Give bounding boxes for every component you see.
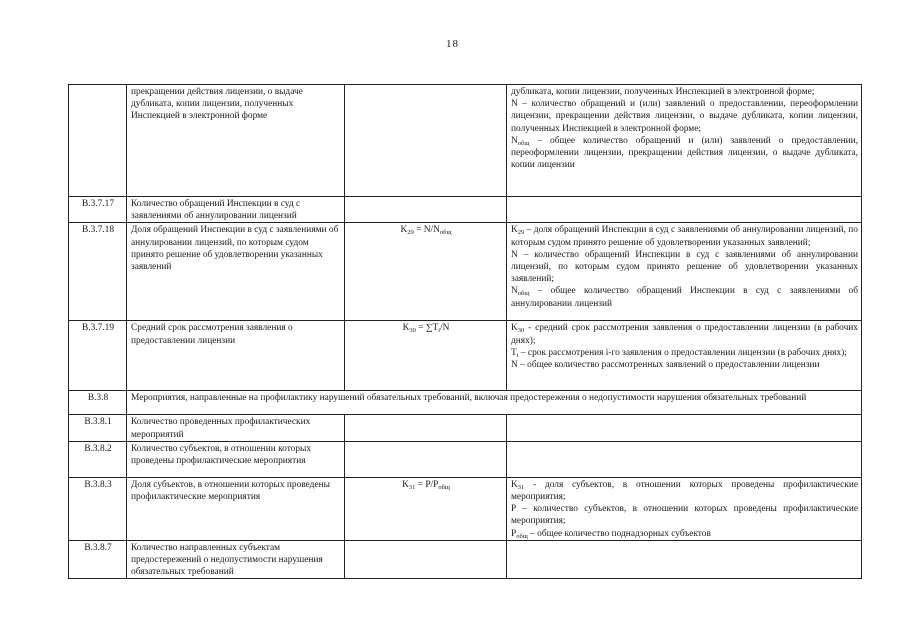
formula-subscript: 30	[409, 327, 416, 335]
term-subscript: 30	[517, 327, 525, 335]
formula-symbol: K	[400, 225, 408, 236]
formula-expression: = P/P	[415, 479, 439, 490]
indicator-code: В.3.8.1	[69, 415, 127, 441]
indicator-formula	[345, 321, 507, 391]
indicator-formula	[345, 85, 507, 197]
indicator-description	[507, 441, 862, 477]
indicator-code	[69, 85, 127, 197]
indicator-code: В.3.7.17	[69, 197, 127, 223]
term-symbol: K	[511, 225, 518, 236]
description-line: P – количество субъектов, в отношении которых проведены профилактические мероприятия;	[511, 504, 858, 527]
indicator-code: В.3.8.3	[69, 477, 127, 540]
term-definition: – общее количество обращений Инспекции в суд с заявлениями об аннулировании лицензий	[511, 286, 858, 309]
indicator-description	[507, 223, 862, 321]
indicator-name: Количество обращений Инспекции в суд с заявлениями об аннулировании лицензий	[127, 197, 345, 223]
indicator-code: В.3.7.19	[69, 321, 127, 391]
indicator-name: Количество проведенных профилактических мероприятий	[127, 415, 345, 441]
description-line: N – количество обращений и (или) заявлений о предоставлении, переоформлении лицензии, прекращении действия лицензии, о выдаче дубликата, копии лицензии, полученных Инспекцией в электронной форме;	[511, 99, 858, 134]
term-symbol: P	[511, 528, 517, 539]
formula-subscript: общ	[439, 229, 452, 237]
page-number: 18	[446, 38, 459, 50]
term-definition: - средний срок рассмотрения заявления о предоставлении лицензии (в рабочих днях);	[511, 323, 858, 346]
term-symbol: K	[511, 479, 518, 490]
indicator-description	[507, 85, 862, 197]
table-row	[69, 197, 862, 223]
indicator-formula	[345, 540, 507, 579]
indicator-description	[507, 415, 862, 441]
description-line	[511, 285, 858, 309]
indicator-name: Доля обращений Инспекции в суд с заявлениями об аннулировании лицензий, по которым судом принято решение об удовлетворении указанных заявлений	[127, 223, 345, 321]
description-line	[511, 322, 858, 346]
formula-symbol: K	[402, 479, 409, 490]
term-subscript: общ	[516, 532, 528, 540]
indicator-formula	[345, 441, 507, 477]
indicator-code: В.3.8.7	[69, 540, 127, 579]
indicator-name: прекращении действия лицензии, о выдаче дубликата, копии лицензии, полученных Инспекцией в электронной форме	[127, 85, 345, 197]
formula-expression: = N/N	[413, 225, 440, 236]
term-subscript: i	[516, 351, 519, 359]
indicator-name: Доля субъектов, в отношении которых проведены профилактические мероприятия	[127, 477, 345, 540]
term-symbol: N	[511, 286, 518, 297]
description-line	[511, 224, 858, 248]
indicator-name: Количество субъектов, в отношении которых проведены профилактические мероприятия	[127, 441, 345, 477]
indicator-code: В.3.8.2	[69, 441, 127, 477]
indicator-description	[507, 197, 862, 223]
indicator-name: Средний срок рассмотрения заявления о предоставлении лицензии	[127, 321, 345, 391]
table-row	[69, 477, 862, 540]
term-subscript: 31	[517, 483, 525, 491]
term-subscript: общ	[517, 139, 530, 147]
section-title: Мероприятия, направленные на профилактику нарушений обязательных требований, включая предостережения о недопустимости нарушения обязательных требований	[127, 391, 862, 415]
table-row	[69, 85, 862, 197]
formula-subscript: i	[438, 327, 441, 335]
table-row	[69, 223, 862, 321]
indicator-formula	[345, 415, 507, 441]
term-definition: – общее количество обращений и (или) заявлений о предоставлении, переоформлении лицензии, прекращении действия лицензии, о выдаче дубликата, копии лицензии	[511, 135, 858, 171]
indicator-formula	[345, 223, 507, 321]
indicator-description	[507, 540, 862, 579]
indicator-code: В.3.7.18	[69, 223, 127, 321]
indicator-code: В.3.8	[69, 391, 127, 415]
table-row	[69, 540, 862, 579]
description-line	[511, 528, 858, 540]
description-line	[511, 347, 858, 359]
table-row	[69, 441, 862, 477]
formula-subscript: 29	[407, 229, 414, 237]
description-line: N – количество обращений Инспекции в суд с заявлениями об аннулировании лицензий, по которым судом принято решение об удовлетворении указанных заявлений;	[511, 249, 858, 285]
term-definition: – доля обращений Инспекции в суд с заявлениями об аннулировании лицензий, по которым судом принято решение об удовлетворении указанных заявлений;	[511, 225, 858, 248]
term-definition: – общее количество поднадзорных субъектов	[527, 528, 711, 539]
term-subscript: общ	[517, 290, 530, 298]
formula-subscript: общ	[438, 483, 450, 491]
description-line	[511, 479, 858, 503]
indicators-table	[68, 84, 862, 579]
term-definition: - доля субъектов, в отношении которых проведены профилактические мероприятия;	[511, 479, 858, 503]
table-row	[69, 391, 862, 415]
indicator-description	[507, 321, 862, 391]
term-subscript: 29	[517, 229, 525, 237]
indicator-description	[507, 477, 862, 540]
table-row	[69, 415, 862, 441]
formula-symbol: K	[402, 323, 410, 334]
formula-subscript: 31	[408, 483, 416, 491]
term-symbol: T	[511, 347, 517, 358]
table-row	[69, 321, 862, 391]
description-line: N – общее количество рассмотренных заявлений о предоставлении лицензии	[511, 360, 820, 371]
term-symbol: K	[511, 323, 518, 334]
indicator-formula	[345, 477, 507, 540]
term-definition: – срок рассмотрения i-го заявления о предоставлении лицензии (в рабочих днях);	[518, 347, 847, 358]
term-symbol: N	[511, 135, 518, 146]
indicator-name: Количество направленных субъектам предостережений о недопустимости нарушения обязательных требований	[127, 540, 345, 579]
description-line: дубликата, копии лицензии, полученных Инспекцией в электронной форме;	[511, 87, 815, 97]
formula-expression: = ∑T	[415, 323, 439, 334]
formula-expression: /N	[440, 323, 450, 334]
indicator-formula	[345, 197, 507, 223]
description-line	[511, 135, 858, 172]
